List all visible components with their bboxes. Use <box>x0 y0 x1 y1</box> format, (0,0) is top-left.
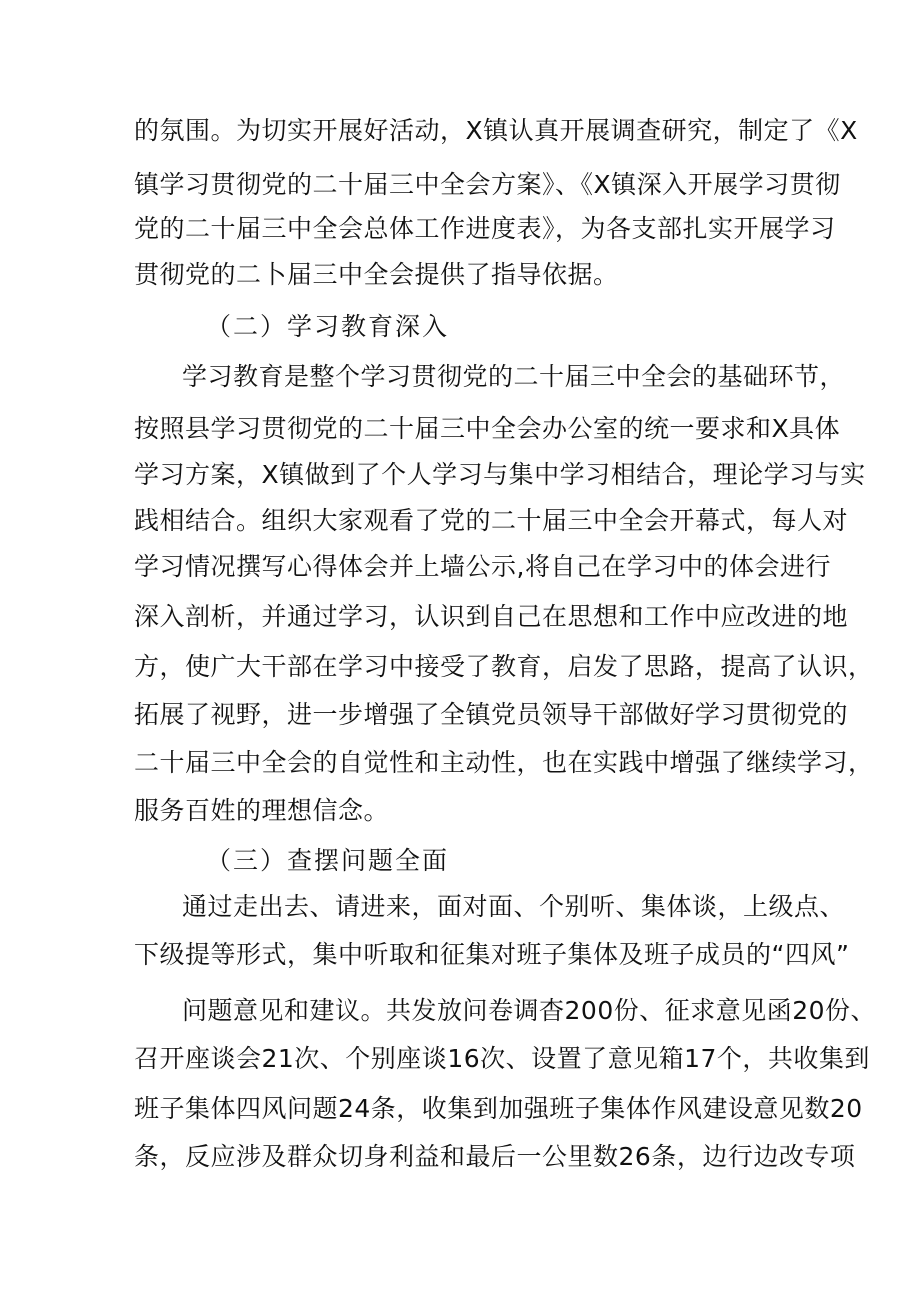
paragraph-line: 召开座谈会21次、个别座谈16次、设置了意见箱17个，共收集到 <box>134 1044 870 1073</box>
paragraph-line: 学习方案，X镇做到了个人学习与集中学习相结合，理论学习与实 <box>134 460 866 489</box>
paragraph-line: 践相结合。组织大家观看了党的二十届三中全会开幕式，每人对 <box>134 506 849 535</box>
paragraph-line: 条，反应涉及群众切身利益和最后一公里数26条，边行边改专项 <box>134 1142 856 1171</box>
paragraph-line: 的氛围。为切实开展好活动，X镇认真开展调查研究，制定了《X <box>134 116 858 145</box>
section-heading: （二）学习教育深入 <box>206 312 450 341</box>
paragraph-line: 下级提等形式，集中听取和征集对班子集体及班子成员的“四风” <box>134 940 850 969</box>
paragraph-line: 通过走出去、请进来，面对面、个别听、集体谈，上级点、 <box>182 892 846 921</box>
paragraph-line: 二十届三中全会的自觉性和主动性，也在实践中增强了继续学习， <box>134 748 874 777</box>
paragraph-line: 深入剖析，并通过学习，认识到自己在思想和工作中应改进的地 <box>134 602 849 631</box>
paragraph-line: 班子集体四风问题24条，收集到加强班子集体作风建设意见数20 <box>134 1094 863 1123</box>
paragraph-line: 按照县学习贯彻党的二十届三中全会办公室的统一要求和X具体 <box>134 414 841 443</box>
paragraph-line: 问题意见和建议。共发放问卷调杳200份、征求意见函20份、 <box>182 996 877 1025</box>
paragraph-line: 镇学习贯彻党的二十届三中全会方案》、《X镇深入开展学习贯彻 <box>134 170 841 199</box>
paragraph-line: 拓展了视野，进一步增强了全镇党员领导干部做好学习贯彻党的 <box>134 700 849 729</box>
paragraph-line: 服务百姓的理想信念。 <box>134 796 390 825</box>
section-heading: （三）查摆问题全面 <box>206 846 450 875</box>
paragraph-line: 党的二十届三中全会总体工作进度表》，为各支部扎实开展学习 <box>134 214 836 243</box>
paragraph-line: 贯彻党的二卜届三中全会提供了指导依据。 <box>134 260 619 289</box>
paragraph-line: 方，使广大干部在学习中接受了教育，启发了思路，提高了认识， <box>134 652 874 681</box>
paragraph-line: 学习情况撰写心得体会并上墙公示,将自己在学习中的体会进行 <box>134 552 831 581</box>
paragraph-line: 学习教育是整个学习贯彻党的二十届三中全会的基础环节， <box>182 362 846 391</box>
